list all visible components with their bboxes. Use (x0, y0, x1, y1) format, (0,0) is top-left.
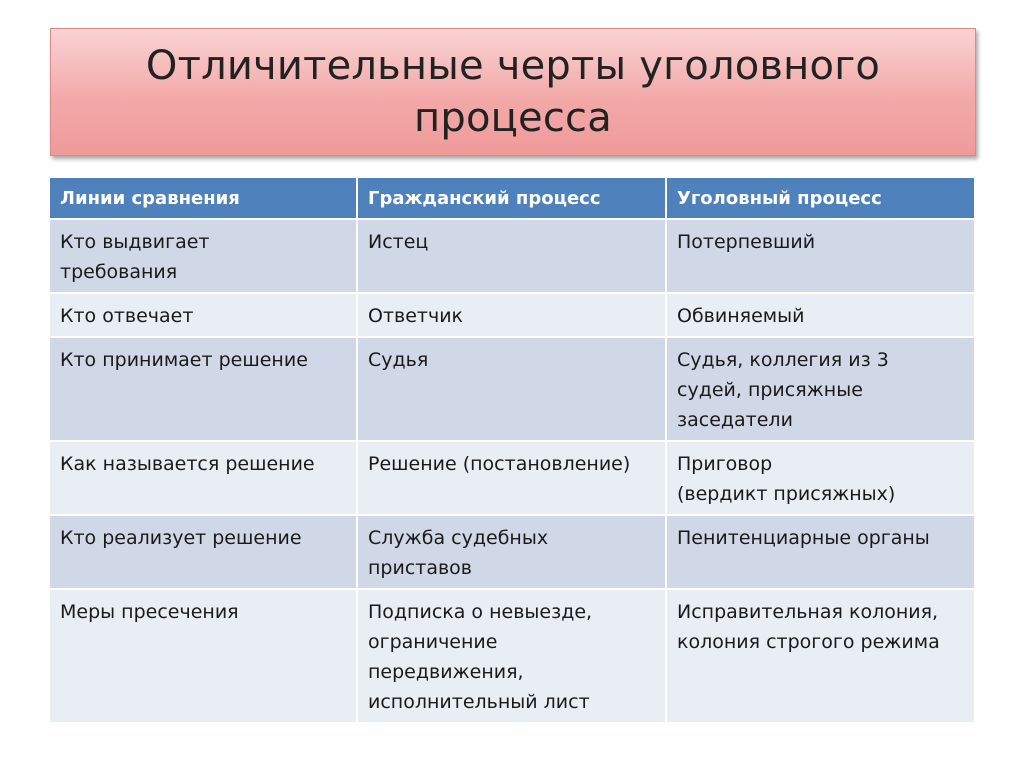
cell-text-line: (вердикт присяжных) (677, 483, 896, 505)
comparison-table (50, 178, 974, 724)
cell-text-line: Потерпевший (677, 231, 816, 253)
criterion-cell (50, 219, 357, 293)
title-box (50, 28, 976, 156)
table-row (50, 337, 974, 441)
cell-text-line: Меры пресечения (60, 601, 239, 623)
criterion-cell (50, 293, 357, 337)
cell-text-line: Кто отвечает (60, 305, 194, 327)
cell-text-line: Кто принимает решение (60, 349, 308, 371)
criminal-process-cell (666, 515, 974, 589)
table-body (50, 219, 974, 723)
table-header-row (50, 178, 974, 219)
civil-process-cell (357, 293, 666, 337)
cell-text-line: требования (60, 261, 178, 283)
cell-text-line: Исправительная колония, (677, 601, 939, 623)
criterion-cell (50, 337, 357, 441)
cell-text-line: Приговор (677, 453, 773, 475)
cell-text-line: судей, присяжные (677, 379, 863, 401)
cell-text-line: исполнительный лист (368, 691, 590, 713)
cell-text-line: Подписка о невыезде, (368, 601, 593, 623)
criminal-process-cell (666, 337, 974, 441)
civil-process-cell (357, 515, 666, 589)
cell-text-line: Служба судебных (368, 527, 549, 549)
cell-text-line: заседатели (677, 409, 793, 431)
cell-text-line: Кто выдвигает (60, 231, 210, 253)
civil-process-cell (357, 441, 666, 515)
cell-text-line: Судья, коллегия из 3 (677, 349, 889, 371)
cell-text-line: Пенитенциарные органы (677, 527, 930, 549)
cell-text-line: ограничение (368, 631, 498, 653)
criminal-process-cell (666, 589, 974, 723)
civil-process-cell (357, 337, 666, 441)
civil-process-cell (357, 219, 666, 293)
criterion-cell (50, 589, 357, 723)
table-row (50, 589, 974, 723)
table-row (50, 515, 974, 589)
criminal-process-cell (666, 293, 974, 337)
header-cell-criteria: Линии сравнения (50, 178, 357, 219)
cell-text-line: Судья (368, 349, 429, 371)
table-row (50, 293, 974, 337)
criterion-cell (50, 441, 357, 515)
slide-title-line-2: процесса (414, 95, 612, 141)
cell-text-line: передвижения, (368, 661, 524, 683)
criminal-process-cell (666, 441, 974, 515)
cell-text-line: колония строгого режима (677, 631, 940, 653)
cell-text-line: Истец (368, 231, 429, 253)
cell-text-line: Решение (постановление) (368, 453, 631, 475)
cell-text-line: Как называется решение (60, 453, 315, 475)
criterion-cell (50, 515, 357, 589)
civil-process-cell (357, 589, 666, 723)
table-row (50, 441, 974, 515)
slide-title-line-1: Отличительные черты уголовного (145, 43, 881, 89)
cell-text-line: Кто реализует решение (60, 527, 302, 549)
slide-title (103, 40, 923, 144)
cell-text-line: Ответчик (368, 305, 464, 327)
header-cell-civil: Гражданский процесс (357, 178, 666, 219)
header-cell-criminal: Уголовный процесс (666, 178, 974, 219)
cell-text-line: приставов (368, 557, 473, 579)
cell-text-line: Обвиняемый (677, 305, 805, 327)
table-row (50, 219, 974, 293)
criminal-process-cell (666, 219, 974, 293)
